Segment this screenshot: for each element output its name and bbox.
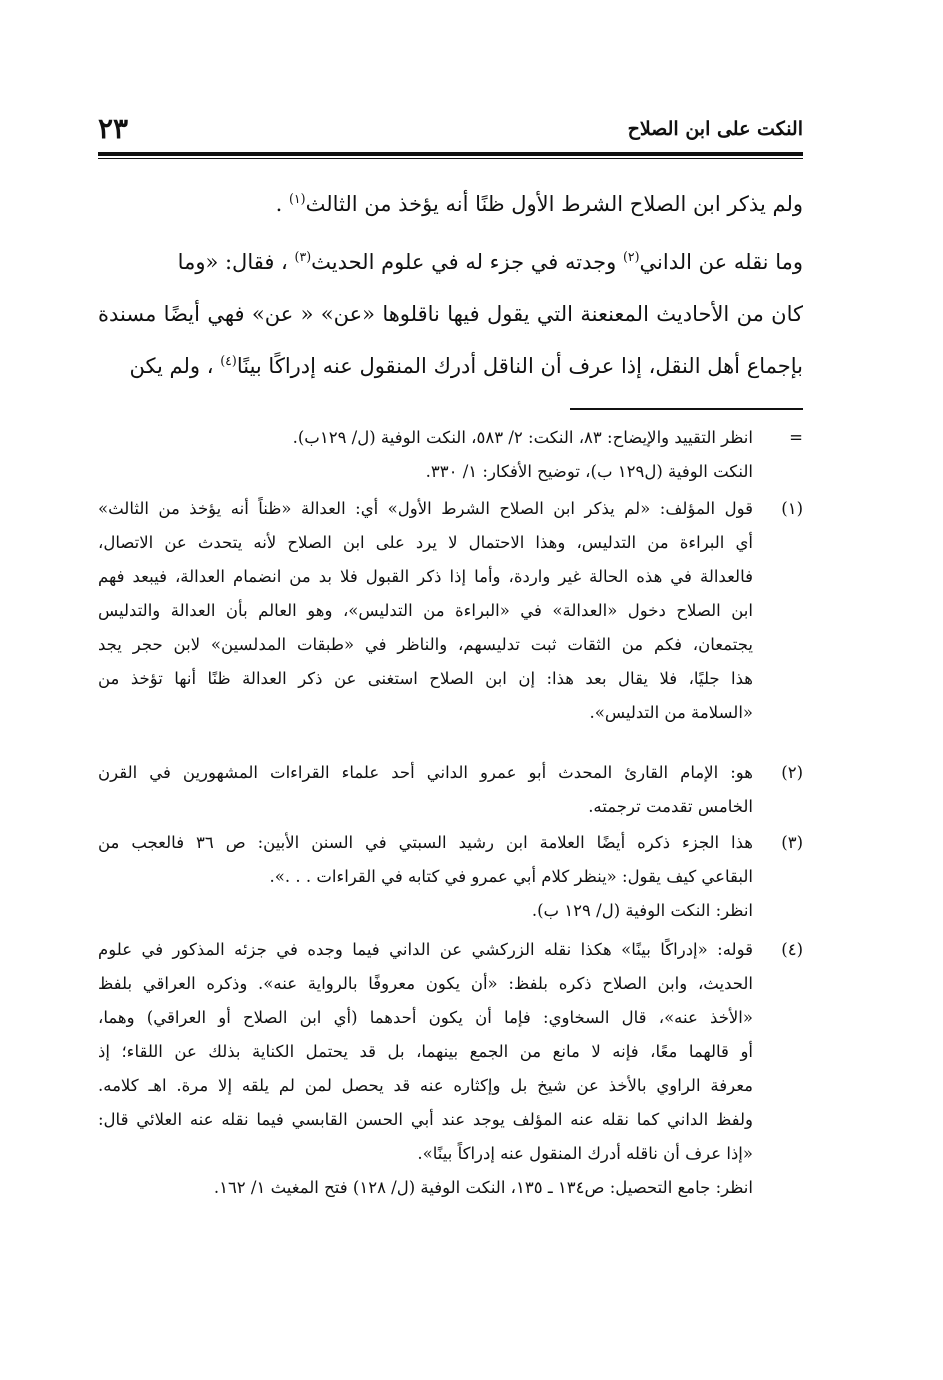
footnote-ref-4[interactable]: (٤)	[220, 353, 237, 368]
footnote-line: فالعدالة في هذه الحالة غير واردة، وأما إذا ذكر القبول فلا بد من انضمام العدالة، فيبعد فهم	[98, 567, 753, 586]
main-line-2: وما نقله عن الداني$^{(٢)}$ وجدته في جزء له في علوم الحديث$^{(٣)}$ ، فقال: «وما	[177, 249, 803, 274]
footnote-line: الخامس تقدمت ترجمته.	[588, 797, 753, 816]
continuation-line: النكت الوفية (ل١٢٩ ب)، توضيح الأفكار: ١/ ٣٣٠.	[425, 462, 753, 481]
footnote-line: «إذا عرف أن ناقله أدرك المنقول عنه إدراكاً بينًا».	[417, 1144, 753, 1163]
footnote-line: أو قالهما معًا، فإنه لا مانع من الجمع بينهما، بل قد يحتمل الكناية بذلك عن اللقاء؛ إذ	[98, 1042, 753, 1061]
footnote-line: قوله: «إدراكًا بينًا» هكذا نقله الزركشي عن الداني فيما وجده في جزئه المذكور في علوم	[98, 940, 753, 959]
footnote-line: ولفظ الداني كما نقله عنه المؤلف يوجد عند أبي الحسن القابسي فيما نقله عنه العلائي قال:	[98, 1110, 753, 1129]
main-line-3: كان من الأحاديث المعنعنة التي يقول فيها ناقلوها «عن» « عن» فهي أيضًا مسندة	[98, 302, 803, 326]
header-rule-thick	[98, 152, 803, 156]
continuation-marker: =	[789, 428, 803, 447]
header-rule-thin	[98, 158, 803, 159]
footnote-line: «الأخذ عنه»، قال السخاوي: فإما أن يكون أحدهما (أي ابن الصلاح أو العراقي) وهما،	[98, 1008, 753, 1027]
footnote-line: ابن الصلاح دخول «العدالة» في «البراءة من التدليس»، وهو العالم بأن العدالة والتدليس	[98, 601, 753, 620]
footnote-line: هذا الجزء ذكره أيضًا العلامة ابن رشيد السبتي في السنن الأبين: ص ٣٦ فالعجب من	[98, 833, 753, 852]
footnote-number: (١)	[781, 499, 803, 518]
footnote-line: انظر: النكت الوفية (ل/ ١٢٩ ب).	[531, 901, 753, 920]
running-head-title: النكت على ابن الصلاح	[627, 118, 803, 140]
footnote-ref-2[interactable]: (٢)	[622, 249, 640, 264]
page-number: ٢٣	[98, 112, 129, 145]
footnote-number: (٢)	[781, 763, 803, 782]
main-line-4: بإجماع أهل النقل، إذا عرف أن الناقل أدرك المنقول عنه إدراكًا بينًا$^{(٤)}$ ، ولم يكن	[129, 353, 803, 378]
footnote-ref-1[interactable]: (١)	[288, 191, 306, 206]
footnote-line: «السلامة من التدليس».	[589, 703, 753, 722]
continuation-line: انظر التقييد والإيضاح: ٨٣، النكت: ٢/ ٥٨٣، النكت الوفية (ل/ ١٢٩ب).	[292, 428, 753, 447]
footnote-number: (٤)	[781, 940, 803, 959]
running-head	[98, 110, 803, 150]
footnote-line: هذا جليًا، فلا يقال بعد هذا: إن ابن الصلاح استغنى عن ذكر العدالة ظنًا أنها تؤخذ من	[98, 669, 753, 688]
footnote-line: انظر: جامع التحصيل: ص١٣٤ ـ ١٣٥، النكت الوفية (ل/ ١٢٨) فتح المغيث ١/ ١٦٢.	[213, 1178, 753, 1197]
footnote-line: معرفة الراوي بالأخذ عن شيخ بل وإكثاره عنه قد يحصل لمن لم يلقه إلا مرة. اهـ كلامه.	[98, 1076, 753, 1095]
footnote-line: هو: الإمام القارئ المحدث أبو عمرو الداني أحد علماء القراءات المشهورين في القرن	[98, 763, 753, 782]
footnote-line: البقاعي كيف يقول: «ينظر كلام أبي عمرو في كتابه في القراءات . . .».	[269, 867, 753, 886]
footnote-number: (٣)	[781, 833, 803, 852]
footnote-line: يجتمعان، فكم من الثقات ثبت تدليسهم، والناظر في «طبقات المدلسين» لابن حجر يجد	[98, 635, 753, 654]
main-line-1: ولم يذكر ابن الصلاح الشرط الأول ظنًا أنه يؤخذ من الثالث$^{(١)}$ .	[275, 191, 803, 216]
footnote-ref-3[interactable]: (٣)	[294, 249, 312, 264]
footnote-line: قول المؤلف: «لم يذكر ابن الصلاح الشرط الأول» أي: العدالة «ظناً أنه يؤخذ من الثالث»	[98, 499, 753, 518]
footnote-line: الحديث، وابن الصلاح ذكره بلفظ: «أن يكون معروفًا بالرواية عنه». وذكره العراقي بلفظ	[98, 974, 753, 993]
footnote-line: أي البراءة من التدليس، وهذا الاحتمال لا يرد على ابن الصلاح لأنه يتحدث عن الاتصال،	[98, 533, 753, 552]
footnote-separator	[570, 408, 803, 410]
